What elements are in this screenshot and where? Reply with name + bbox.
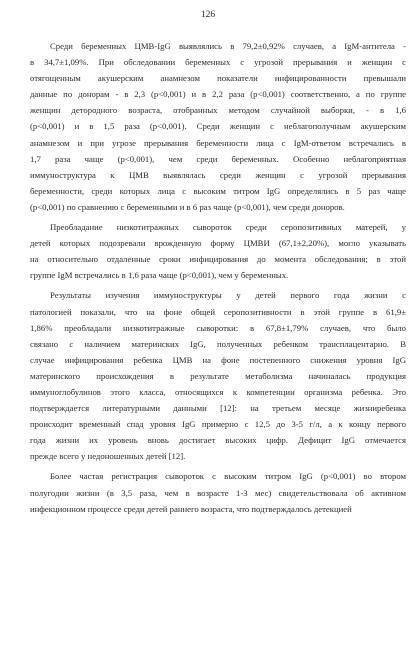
text-line: Среди беременных ЦМВ-IgG выявлялись в 79,2±0,92% случаев, а IgM-антитела - [50, 41, 406, 51]
paragraph [30, 287, 406, 464]
text-line: группе IgM встречались в 1,6 раза чаще (р<0,001), чем у беременных. [30, 270, 289, 281]
text-line: (р<0,001) по сравнению с беременными и в 6 раз чаще (р<0,001), чем среди доноров. [30, 201, 345, 212]
text-line: женщин детородного возраста, отобранных методом случайной выборки, - в 1,6 [30, 105, 406, 116]
text-line: 1,86% преобладали низкотитражные сыворотки: в 67,8±1,79% случаев, что было [30, 322, 406, 333]
text-line: инфекционном процессе среди детей раннего возраста, что подтверждалось детекцией [30, 503, 352, 514]
text-line: иммуноструктура к ЦМВ выявлялась среди женщин с угрозой прерывания [30, 169, 406, 180]
text-line: на относительно отдаленные сроки инфицирования до момента обследования; в этой [30, 254, 406, 265]
text-line: патологией показали, что на фоне общей серопозитивности в этой группе в 61,9± [30, 306, 406, 317]
text-line: беременности, среди которых лица с высоким титром IgG определялись в 5 раз чаще [30, 185, 406, 196]
paragraph [30, 468, 406, 516]
text-line: прежде всего у недоношенных детей [12]. [30, 451, 186, 462]
text-line: Результаты изучения иммуноструктуры у детей первого года жизни с [50, 290, 406, 301]
text-line: связано с наличием материнских IgG, полученных ребенком трансплацентарно. В [30, 338, 406, 349]
paragraph [30, 38, 406, 215]
text-line: анамнезом и при угрозе прерывания беременности лица с IgM-ответом встречались в [30, 137, 406, 148]
text-line: Преобладание низкотитражных сывороток среди серопозитивных матерей, у [50, 222, 406, 233]
body-text [30, 38, 406, 521]
text-line: 1,7 раза чаще (р<0,001), чем среди беременных. Особенно неблагоприятная [30, 153, 406, 164]
text-line: детей которых подозревали врожденную форму ЦМВИ (67,1±2,20%), могло указывать [30, 238, 406, 249]
text-line: года жизни их уровень вновь достигает высоких цифр. Дефицит IgG отмечается [30, 435, 406, 446]
text-line: данные по донорам - в 2,3 (р<0,001) и в 2,2 раза (р<0,001) соответственно, а по группе [30, 89, 406, 100]
text-line: иммуноглобулинов этого класса, относящихся к компетенции организма ребенка. Это [30, 386, 406, 397]
paragraph [30, 219, 406, 283]
text-line: в 34,7±1,09%. При обследовании беременных с угрозой прерывания и женщин с [30, 57, 406, 68]
page-number: 126 [200, 10, 216, 20]
text-line: Более частая регистрация сывороток с высоким титром IgG (р<0,001) во втором [50, 471, 406, 482]
text-line: происходит временный спад уровня IgG примерно с 12,5 до 3-5 г/л, а к концу первого [30, 419, 406, 430]
text-line: (р<0,001) и в 1,5 раза (р<0,001). Среди женщин с неблагополучным акушерским [30, 121, 406, 132]
text-line: материнского происхождения в результате метаболизма начиналась продукция [30, 370, 406, 381]
text-line: случае инфицирования ребенка ЦМВ на фоне постепенного снижения уровня IgG [30, 354, 406, 365]
text-line: подтверждается литературными данными [12]: на третьем месяце жизниребенка [30, 403, 406, 414]
text-line: отягощенным акушерским анамнезом показатели инфицированности превышали [30, 73, 406, 84]
text-line: полугодии жизни (в 3,5 раза, чем в возрасте 1-3 мес) свидетельствовала об активном [30, 487, 406, 498]
